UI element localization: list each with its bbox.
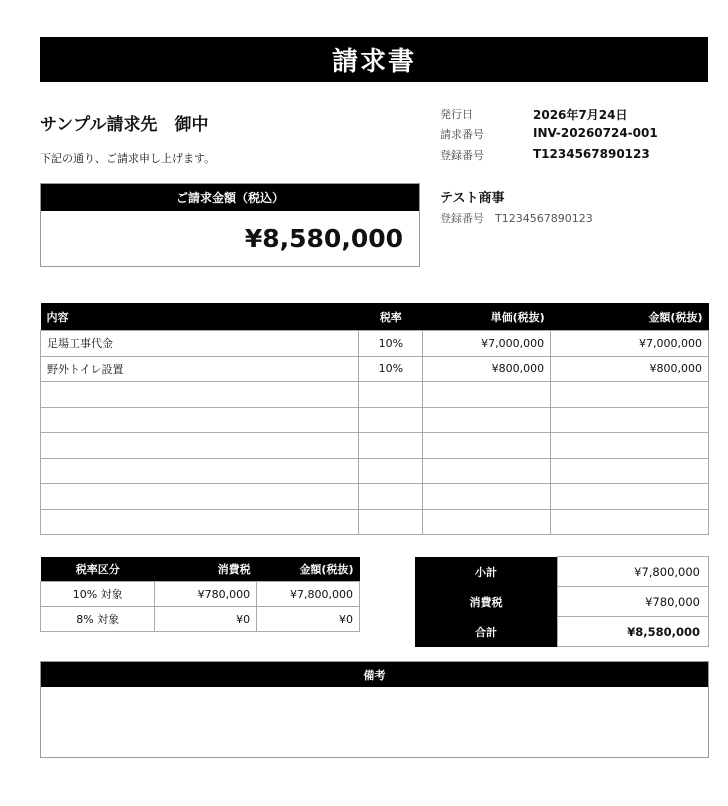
item-description	[41, 382, 359, 408]
subtotal-row	[415, 557, 709, 587]
items-header-amount: 金額(税抜)	[551, 303, 709, 331]
item-description	[41, 407, 359, 433]
tax-category: 10% 対象	[41, 582, 155, 607]
tax-amount: ¥780,000	[155, 582, 257, 607]
billing-amount-value: ¥8,580,000	[244, 224, 403, 253]
table-row	[41, 607, 360, 632]
taxable-amount: ¥0	[257, 607, 360, 632]
issue-date-value: 2026年7月24日	[533, 108, 628, 122]
consumption-tax-row	[415, 587, 709, 617]
greeting-text: 下記の通り、ご請求申し上げます。	[40, 152, 216, 165]
item-unit-price	[423, 407, 551, 433]
remarks-label: 備考	[41, 662, 708, 687]
item-amount	[551, 382, 709, 408]
item-description: 野外トイレ設置	[41, 356, 359, 382]
item-description	[41, 458, 359, 484]
table-row	[41, 407, 709, 433]
items-header-description: 内容	[41, 303, 359, 331]
item-tax-rate	[359, 509, 423, 535]
item-amount	[551, 458, 709, 484]
item-amount	[551, 509, 709, 535]
issuer-name: テスト商事	[440, 191, 505, 206]
registration-number-label: 登録番号	[440, 149, 484, 162]
subtotal-value: ¥7,800,000	[558, 557, 709, 587]
table-row	[41, 433, 709, 459]
item-tax-rate	[359, 382, 423, 408]
item-unit-price	[423, 458, 551, 484]
items-header-unit-price: 単価(税抜)	[423, 303, 551, 331]
item-tax-rate	[359, 484, 423, 510]
item-amount	[551, 433, 709, 459]
subtotal-label: 小計	[415, 557, 558, 587]
invoice-number-value: INV-20260724-001	[533, 126, 658, 140]
totals-table	[415, 556, 709, 647]
tax-header-consumption-tax: 消費税	[155, 557, 257, 582]
table-row	[41, 582, 360, 607]
item-description	[41, 433, 359, 459]
item-unit-price	[423, 509, 551, 535]
tax-amount: ¥0	[155, 607, 257, 632]
billing-amount-box	[40, 183, 420, 267]
item-tax-rate	[359, 458, 423, 484]
consumption-tax-value: ¥780,000	[558, 587, 709, 617]
invoice-number-label: 請求番号	[440, 128, 484, 141]
items-table	[40, 303, 709, 535]
issuer-registration: 登録番号 T1234567890123	[440, 212, 593, 225]
items-header-tax-rate: 税率	[359, 303, 423, 331]
item-unit-price	[423, 484, 551, 510]
tax-breakdown-table	[40, 557, 360, 632]
item-tax-rate	[359, 433, 423, 459]
table-row	[41, 382, 709, 408]
tax-header-amount: 金額(税抜)	[257, 557, 360, 582]
recipient-name: サンプル請求先 御中	[40, 115, 209, 135]
item-unit-price	[423, 382, 551, 408]
item-amount: ¥7,000,000	[551, 331, 709, 357]
table-row	[41, 331, 709, 357]
grand-total-label: 合計	[415, 617, 558, 647]
billing-amount-label: ご請求金額（税込）	[41, 184, 419, 211]
invoice-title: 請求書	[40, 37, 708, 82]
item-description: 足場工事代金	[41, 331, 359, 357]
grand-total-row	[415, 617, 709, 647]
grand-total-value: ¥8,580,000	[558, 617, 709, 647]
item-amount	[551, 484, 709, 510]
item-unit-price: ¥7,000,000	[423, 331, 551, 357]
registration-number-value: T1234567890123	[533, 147, 650, 161]
item-tax-rate	[359, 407, 423, 433]
item-description	[41, 509, 359, 535]
table-row	[41, 509, 709, 535]
consumption-tax-label: 消費税	[415, 587, 558, 617]
taxable-amount: ¥7,800,000	[257, 582, 360, 607]
item-amount	[551, 407, 709, 433]
tax-category: 8% 対象	[41, 607, 155, 632]
table-row	[41, 356, 709, 382]
tax-header-row	[41, 557, 360, 582]
item-unit-price	[423, 433, 551, 459]
item-amount: ¥800,000	[551, 356, 709, 382]
table-row	[41, 458, 709, 484]
items-header-row	[41, 303, 709, 331]
table-row	[41, 484, 709, 510]
item-description	[41, 484, 359, 510]
item-unit-price: ¥800,000	[423, 356, 551, 382]
remarks-box	[40, 661, 709, 758]
issue-date-label: 発行日	[440, 108, 473, 121]
tax-header-category: 税率区分	[41, 557, 155, 582]
item-tax-rate: 10%	[359, 356, 423, 382]
item-tax-rate: 10%	[359, 331, 423, 357]
